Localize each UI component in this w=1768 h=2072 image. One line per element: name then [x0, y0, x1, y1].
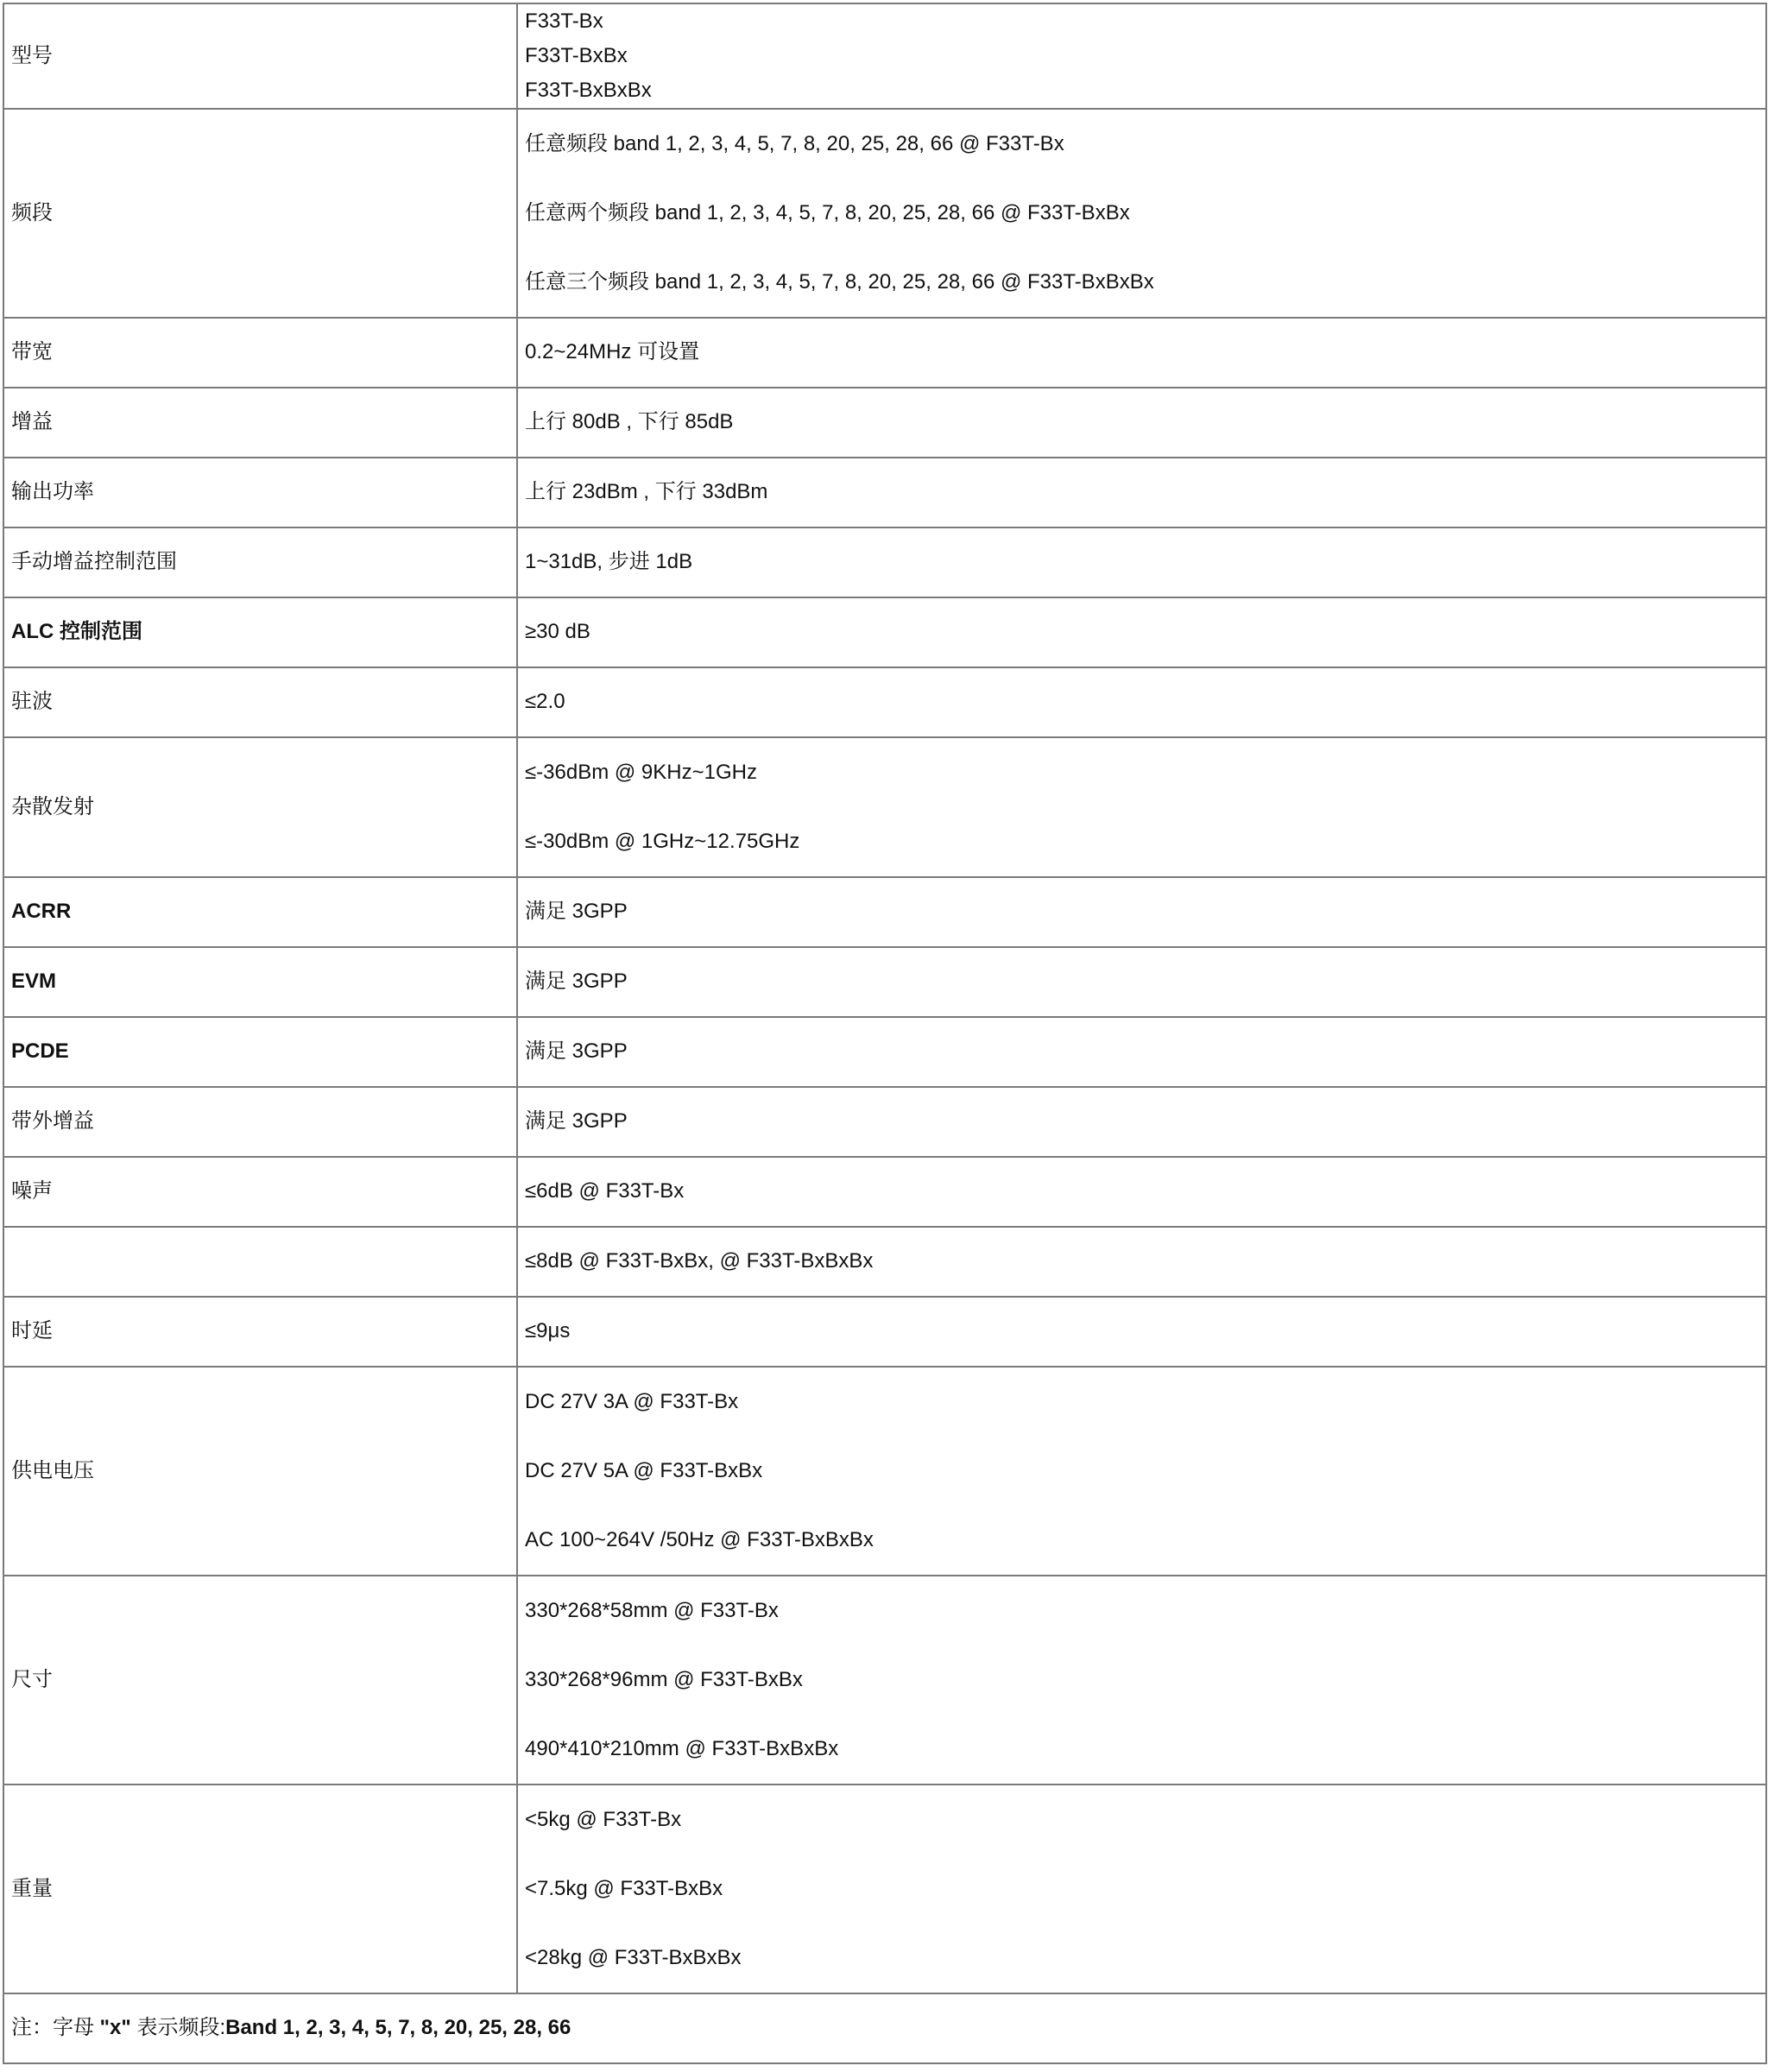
- value-line: 任意两个频段 band 1, 2, 3, 4, 5, 7, 8, 20, 25, 28, 66 @ F33T-BxBx: [525, 201, 1130, 224]
- row-label: 杂散发射: [3, 737, 517, 877]
- table-row-out-of-band-gain: [3, 1087, 1766, 1157]
- value-line: F33T-BxBxBx: [525, 79, 652, 102]
- table-row-delay: [3, 1297, 1766, 1367]
- row-value: [517, 1087, 1766, 1157]
- row-label: 带宽: [3, 318, 517, 388]
- row-value: [517, 597, 1766, 667]
- table-row-gain: [3, 388, 1766, 458]
- spec-table: [3, 3, 1767, 2064]
- row-label: 带外增益: [3, 1087, 517, 1157]
- row-value: [517, 1297, 1766, 1367]
- table-row-manual-gain: [3, 527, 1766, 597]
- value-line: 满足 3GPP: [525, 1039, 628, 1064]
- row-value: [517, 318, 1766, 388]
- value-line: <5kg @ F33T-Bx: [525, 1808, 682, 1831]
- value-line: ≤2.0: [525, 690, 565, 714]
- row-label: 频段: [3, 109, 517, 318]
- row-value: [517, 1785, 1766, 1993]
- row-label: 手动增益控制范围: [3, 527, 517, 597]
- value-line: <28kg @ F33T-BxBxBx: [525, 1946, 742, 1969]
- row-label: 型号: [3, 3, 517, 109]
- value-line: 330*268*96mm @ F33T-BxBx: [525, 1668, 803, 1691]
- value-line: 任意三个频段 band 1, 2, 3, 4, 5, 7, 8, 20, 25, 28, 66 @ F33T-BxBxBx: [525, 270, 1154, 294]
- row-label: ALC 控制范围: [3, 597, 517, 667]
- row-label: [3, 1227, 517, 1297]
- row-label: 尺寸: [3, 1576, 517, 1785]
- value-line: 0.2~24MHz 可设置: [525, 340, 700, 364]
- table-row-weight: [3, 1785, 1766, 1993]
- value-line: 330*268*58mm @ F33T-Bx: [525, 1599, 779, 1622]
- value-line: 满足 3GPP: [525, 1109, 628, 1134]
- table-row-dimensions: [3, 1576, 1766, 1785]
- row-value: [517, 1227, 1766, 1297]
- value-line: 上行 80dB , 下行 85dB: [525, 410, 734, 434]
- table-row-output-power: [3, 458, 1766, 527]
- note-letter: "x": [99, 2016, 131, 2040]
- value-line: 满足 3GPP: [525, 900, 628, 924]
- value-line: ≤-30dBm @ 1GHz~12.75GHz: [525, 830, 800, 853]
- row-label: 重量: [3, 1785, 517, 1993]
- footnote: [3, 1993, 1766, 2063]
- row-label: EVM: [3, 947, 517, 1017]
- value-line: 上行 23dBm , 下行 33dBm: [525, 480, 768, 504]
- table-row-pcde: [3, 1017, 1766, 1087]
- row-label: 时延: [3, 1297, 517, 1367]
- table-row-power-supply: [3, 1367, 1766, 1576]
- row-label: PCDE: [3, 1017, 517, 1087]
- note-prefix: 注：字母: [11, 2016, 100, 2040]
- table-row-noise-continued: [3, 1227, 1766, 1297]
- value-line: 490*410*210mm @ F33T-BxBxBx: [525, 1737, 839, 1760]
- spec-table-container: [3, 3, 1767, 2064]
- row-value: [517, 109, 1766, 318]
- table-row-vswr: [3, 667, 1766, 737]
- value-line: ≥30 dB: [525, 620, 590, 644]
- row-value: [517, 947, 1766, 1017]
- value-line: 任意频段 band 1, 2, 3, 4, 5, 7, 8, 20, 25, 28, 66 @ F33T-Bx: [525, 132, 1064, 155]
- value-line: AC 100~264V /50Hz @ F33T-BxBxBx: [525, 1528, 874, 1551]
- value-line: DC 27V 3A @ F33T-Bx: [525, 1390, 739, 1413]
- row-label: ACRR: [3, 877, 517, 947]
- row-value: [517, 1576, 1766, 1785]
- row-value: [517, 3, 1766, 109]
- value-line: ≤6dB @ F33T-Bx: [525, 1179, 685, 1203]
- row-value: [517, 667, 1766, 737]
- value-line: 满足 3GPP: [525, 970, 628, 994]
- row-value: [517, 737, 1766, 877]
- row-value: [517, 527, 1766, 597]
- value-line: 1~31dB, 步进 1dB: [525, 550, 693, 574]
- row-label: 输出功率: [3, 458, 517, 527]
- row-value: [517, 877, 1766, 947]
- row-label: 噪声: [3, 1157, 517, 1227]
- row-value: [517, 458, 1766, 527]
- table-row-spurious: [3, 737, 1766, 877]
- note-middle: 表示频段:: [130, 2016, 226, 2040]
- table-row-alc: [3, 597, 1766, 667]
- value-line: ≤-36dBm @ 9KHz~1GHz: [525, 761, 757, 784]
- value-line: F33T-BxBx: [525, 44, 628, 67]
- row-value: [517, 1367, 1766, 1576]
- row-value: [517, 1017, 1766, 1087]
- table-row-bandwidth: [3, 318, 1766, 388]
- note-bands: Band 1, 2, 3, 4, 5, 7, 8, 20, 25, 28, 66: [225, 2016, 571, 2040]
- table-row-model: [3, 3, 1766, 109]
- table-row-band: [3, 109, 1766, 318]
- table-row-noise: [3, 1157, 1766, 1227]
- table-row-acrr: [3, 877, 1766, 947]
- table-row-evm: [3, 947, 1766, 1017]
- row-label: 供电电压: [3, 1367, 517, 1576]
- row-value: [517, 1157, 1766, 1227]
- row-label: 驻波: [3, 667, 517, 737]
- value-line: F33T-Bx: [525, 9, 603, 33]
- table-row-note: [3, 1993, 1766, 2063]
- row-value: [517, 388, 1766, 458]
- row-label: 增益: [3, 388, 517, 458]
- value-line: ≤8dB @ F33T-BxBx, @ F33T-BxBxBx: [525, 1249, 874, 1273]
- value-line: <7.5kg @ F33T-BxBx: [525, 1877, 723, 1900]
- value-line: DC 27V 5A @ F33T-BxBx: [525, 1459, 763, 1482]
- value-line: ≤9μs: [525, 1319, 571, 1343]
